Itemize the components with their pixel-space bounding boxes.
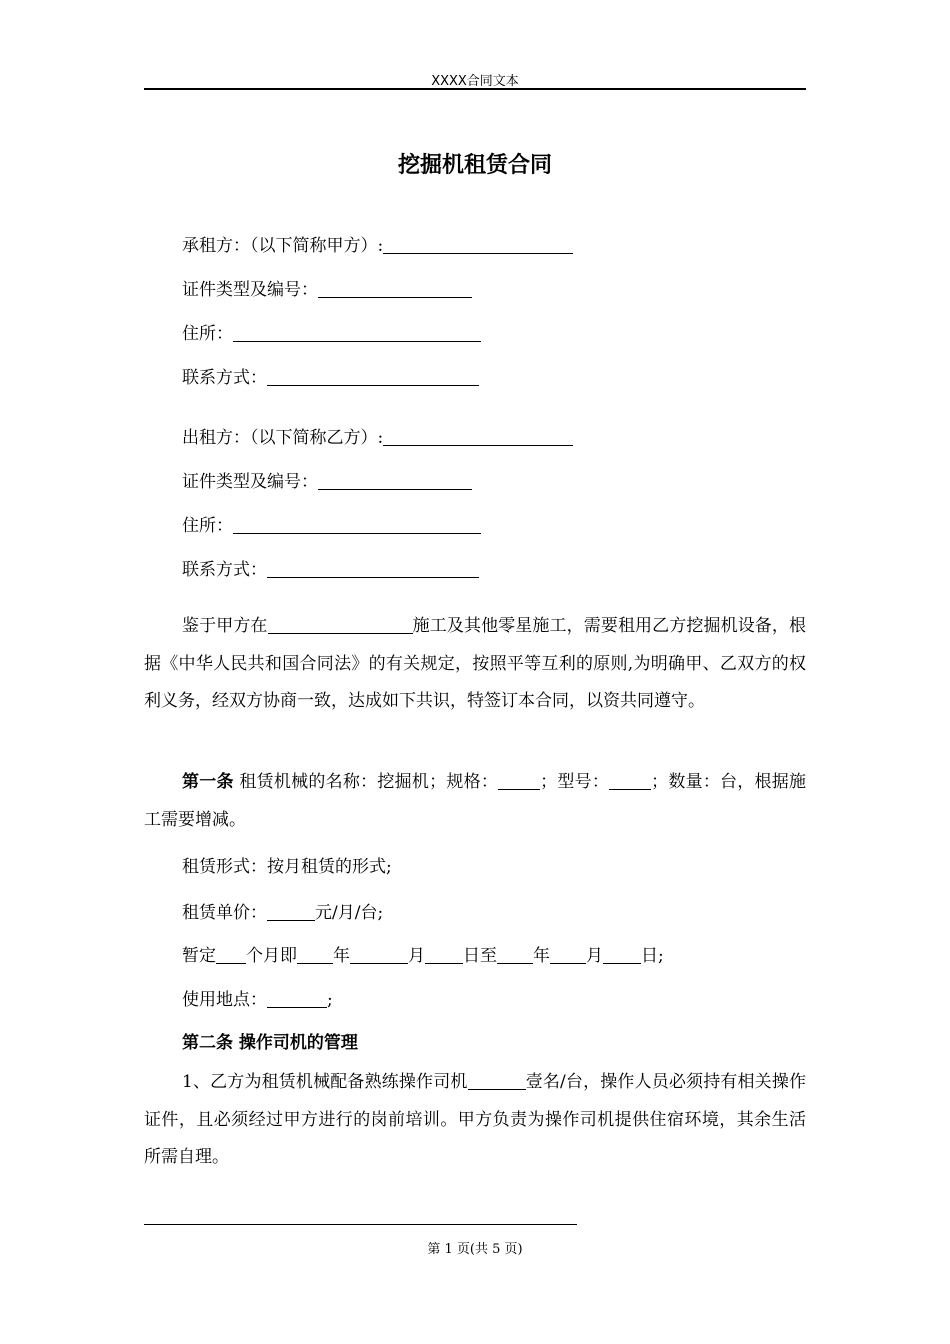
lessee-address-blank <box>233 323 481 342</box>
lessor-id-label: 证件类型及编号： <box>182 472 318 492</box>
page-footer: 第 1 页(共 5 页) <box>427 1242 523 1257</box>
start-day-blank <box>425 945 463 964</box>
article1-text-b: ；型号： <box>540 772 610 792</box>
article2-heading: 第二条 操作司机的管理 <box>182 1033 358 1053</box>
end-day-blank <box>603 945 641 964</box>
start-year-label: 年 <box>333 946 350 966</box>
spec-blank <box>498 771 540 790</box>
lessee-contact-line <box>182 363 479 388</box>
intro-text-start: 鉴于甲方在 <box>182 616 268 636</box>
end-month-label: 月 <box>586 946 603 966</box>
page-header: XXXX合同文本 <box>431 74 519 89</box>
article1-heading: 第一条 <box>182 772 234 792</box>
rental-form-line: 租赁形式：按月租赁的形式; <box>182 857 392 877</box>
article1-paragraph <box>144 764 806 839</box>
lessor-name-line <box>182 423 573 448</box>
lessee-address-label: 住所： <box>182 324 233 344</box>
start-month-blank <box>350 945 408 964</box>
months-blank <box>216 945 246 964</box>
header-divider <box>144 88 806 90</box>
start-month-label: 月 <box>408 946 425 966</box>
lessee-name-blank <box>383 235 573 254</box>
lessee-name-label: 承租方：（以下简称甲方）: <box>182 236 384 256</box>
lessor-id-line <box>182 467 472 492</box>
lessor-contact-label: 联系方式： <box>182 560 267 580</box>
lessor-name-blank <box>383 427 573 446</box>
lessor-name-label: 出租方：（以下简称乙方）: <box>182 428 384 448</box>
article1-text-a: 租赁机械的名称：挖掘机；规格： <box>239 772 499 792</box>
end-month-blank <box>550 945 586 964</box>
location-label: 使用地点： <box>182 990 267 1010</box>
price-unit: 元/月/台; <box>315 903 384 923</box>
lessor-address-blank <box>233 515 481 534</box>
article2-paragraph1 <box>144 1064 806 1177</box>
document-title: 挖掘机租赁合同 <box>397 153 552 178</box>
term-prefix: 暂定 <box>182 946 216 966</box>
end-day-label: 日; <box>641 946 664 966</box>
driver-count-blank <box>468 1071 526 1090</box>
end-year-blank <box>497 945 533 964</box>
location-line <box>182 985 333 1010</box>
lessor-address-line <box>182 511 481 536</box>
lessor-contact-line <box>182 555 479 580</box>
lessee-name-line <box>182 231 573 256</box>
footer-divider <box>144 1224 577 1225</box>
location-blank <box>267 989 327 1008</box>
rental-term-line <box>182 941 664 966</box>
lessor-address-label: 住所： <box>182 516 233 536</box>
term-months-label: 个月即 <box>246 946 297 966</box>
model-blank <box>609 771 651 790</box>
intro-paragraph <box>144 608 806 721</box>
location-end: ; <box>327 990 333 1010</box>
price-label: 租赁单价： <box>182 903 267 923</box>
start-day-label: 日至 <box>463 946 497 966</box>
lessee-id-blank <box>318 279 472 298</box>
article2-p1-start: 1、乙方为租赁机械配备熟练操作司机 <box>182 1072 468 1092</box>
price-blank <box>267 902 315 921</box>
article2-p1-rest: 壹名/台，操作人员必须持有相关操作证件，且必须经过甲方进行的岗前培训。甲方负责为操作司机提供住宿环境，其余生活所需自理。 <box>144 1072 806 1167</box>
lessee-address-line <box>182 319 481 344</box>
lessor-contact-blank <box>267 559 479 578</box>
lessee-contact-blank <box>267 367 479 386</box>
lessor-id-blank <box>318 471 472 490</box>
end-year-label: 年 <box>533 946 550 966</box>
start-year-blank <box>297 945 333 964</box>
intro-project-blank <box>268 615 413 634</box>
intro-text-rest: 施工及其他零星施工，需要租用乙方挖掘机设备，根据《中华人民共和国合同法》的有关规定，按照平等互利的原则,为明确甲、乙双方的权利义务，经双方协商一致，达成如下共识，特签订本合同，以资共同遵守。 <box>144 616 807 711</box>
lessee-id-label: 证件类型及编号： <box>182 280 318 300</box>
lessee-id-line <box>182 275 472 300</box>
rental-price-line <box>182 898 383 923</box>
lessee-contact-label: 联系方式： <box>182 368 267 388</box>
article1-text-c: ；数量：台，根据施工需要增减。 <box>144 772 807 830</box>
